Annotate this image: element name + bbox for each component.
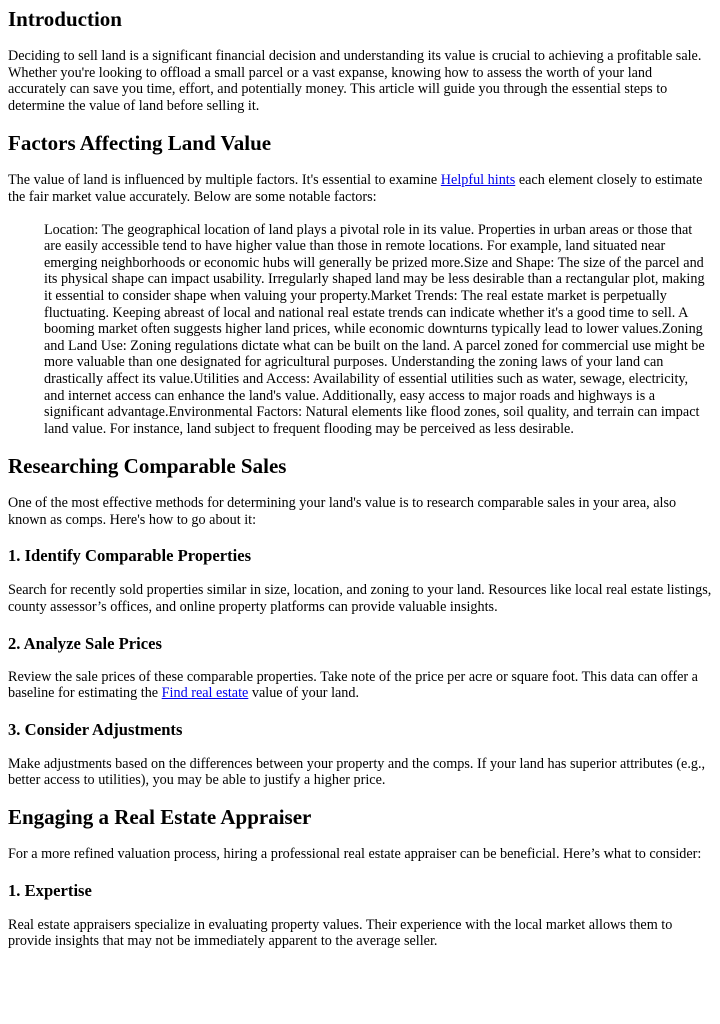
consider-adjustments-text: Make adjustments based on the differences between your property and the comps. If your land has superior attributes (e.g., better access to utilities), you may be able to justify a higher price. bbox=[8, 755, 706, 789]
heading-identify-comparable: 1. Identify Comparable Properties bbox=[8, 546, 252, 566]
factors-text-before: The value of land is influenced by multiple factors. It's essential to examine bbox=[8, 172, 441, 189]
find-real-estate-link[interactable]: Find real estate bbox=[161, 685, 249, 702]
helpful-hints-link[interactable]: Helpful hints bbox=[440, 172, 516, 189]
heading-factors: Factors Affecting Land Value bbox=[8, 131, 272, 156]
expertise-text: Real estate appraisers specialize in evaluating property values. Their experience with the local market allows them to provide insights that may not be immediately apparent to the average seller. bbox=[8, 916, 673, 950]
analyze-text-before: Review the sale prices of these comparable properties. Take note of the price per acre or square foot. This data can offer a baseline for estimating the bbox=[8, 668, 698, 702]
comps-paragraph: One of the most effective methods for determining your land's value is to research comparable sales in your area, also known as comps. Here's how to go about it: bbox=[8, 495, 677, 528]
heading-expertise: 1. Expertise bbox=[8, 880, 92, 900]
article bbox=[0, 7, 720, 950]
heading-consider-adjustments: 3. Consider Adjustments bbox=[8, 719, 183, 739]
factors-text-after: each element closely to estimate the fair market value accurately. Below are some notable factors: bbox=[8, 172, 703, 205]
heading-comparable-sales: Researching Comparable Sales bbox=[8, 454, 287, 479]
factors-blockquote: Location: The geographical location of land plays a pivotal role in its value. Properties in urban areas or those that are easily accessible tend to have higher value than those in remote locations. For example, land situated near emerging neighborhoods or economic hubs will generally be prized more.Size and Shape: The size of the parcel and its physical shape can impact usability. Irregularly shaped land may be less desirable than a rectangular plot, making it essential to consider shape when valuing your property.Market Trends: The real estate market is perpetually fluctuating. Keeping abreast of local and national real estate trends can indicate whether it's a good time to sell. A booming market often suggests higher land prices, while economic downturns typically lead to lower values.Zoning and Land Use: Zoning regulations dictate what can be built on the land. A parcel zoned for commercial use might be more valuable than one designated for agricultural purposes. Understanding the zoning laws of your land can drastically affect its value.Utilities and Access: Availability of essential utilities such as water, sewage, electricity, and internet access can enhance the land's value. Additionally, easy access to major roads and highways is a significant advantage.Environmental Factors: Natural elements like flood zones, soil quality, and terrain can impact land value. For instance, land subject to frequent flooding may be perceived as less desirable. bbox=[44, 221, 705, 437]
heading-appraiser: Engaging a Real Estate Appraiser bbox=[8, 805, 312, 830]
intro-paragraph: Deciding to sell land is a significant financial decision and understanding its value is crucial to achieving a profitable sale. Whether you're looking to offload a small parcel or a vast expanse, knowing how to assess the worth of your land accurately can save you time, effort, and potentially money. This article will guide you through the essential steps to determine the value of land before selling it. bbox=[8, 48, 702, 114]
identify-comparable-text: Search for recently sold properties similar in size, location, and zoning to your land. Resources like local real estate listings, county assessor’s offices, and online property platforms can provide valuable insights. bbox=[8, 582, 712, 616]
heading-introduction: Introduction bbox=[8, 7, 122, 31]
factors-paragraph bbox=[8, 172, 712, 205]
heading-analyze-prices: 2. Analyze Sale Prices bbox=[8, 633, 162, 653]
analyze-text-after: value of your land. bbox=[248, 685, 360, 702]
analyze-prices-text bbox=[8, 669, 712, 702]
appraiser-paragraph: For a more refined valuation process, hiring a professional real estate appraiser can be beneficial. Here’s what to consider: bbox=[8, 846, 702, 863]
